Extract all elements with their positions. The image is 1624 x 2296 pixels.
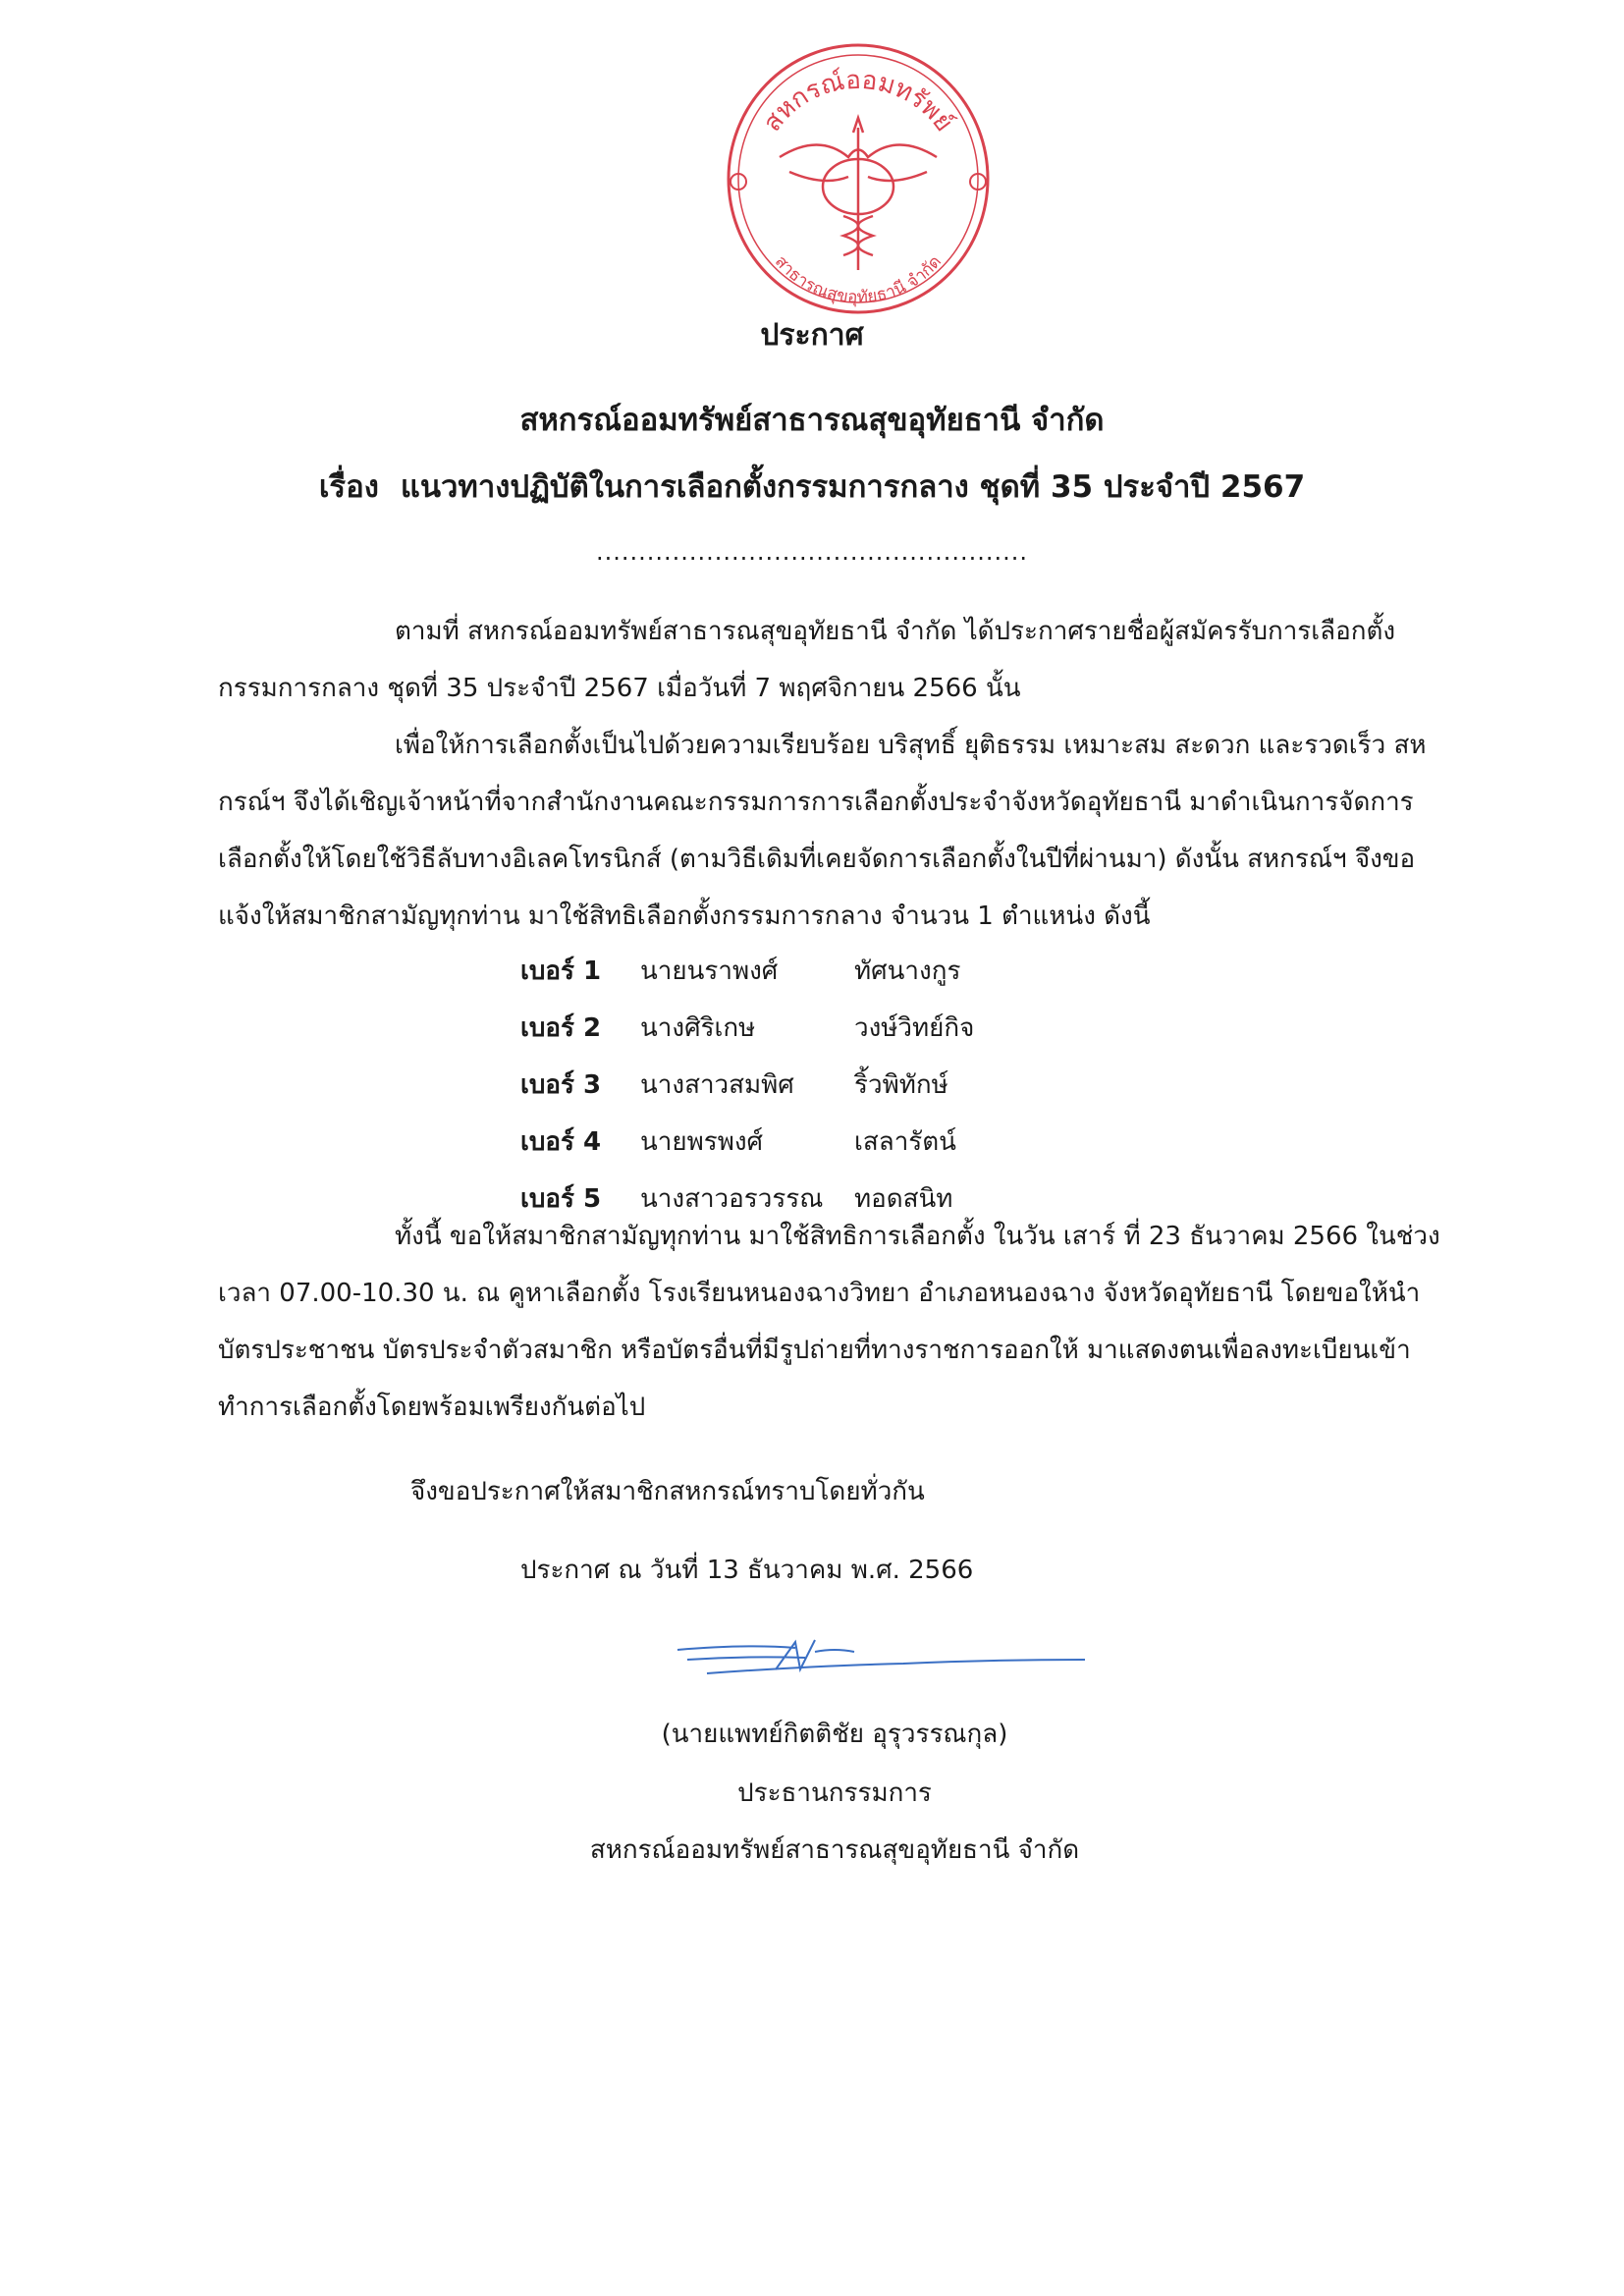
paragraph-closing: จึงขอประกาศให้สมาชิกสหกรณ์ทราบโดยทั่วกัน [410,1477,925,1506]
candidate-number: เบอร์ 3 [520,1070,602,1100]
subject-line [0,462,1624,511]
candidate-last-name: ทอดสนิท [854,1184,953,1214]
announcement-title: ประกาศ [760,318,864,353]
paragraph-voting-details [218,1208,1445,1436]
announcement-date: ประกาศ ณ วันที่ 13 ธันวาคม พ.ศ. 2566 [520,1556,974,1585]
svg-text:สหกรณ์ออมทรัพย์ [758,66,959,137]
signatory-name: (นายแพทย์กิตติชัย อุรุวรรณกุล) [661,1720,1008,1749]
candidate-first-name: นางศิริเกษ [640,1013,756,1043]
candidate-number: เบอร์ 5 [520,1184,602,1214]
candidate-first-name: นายพรพงศ์ [640,1127,764,1157]
subject-label: เรื่อง [318,469,379,505]
candidate-number: เบอร์ 4 [520,1127,602,1157]
paragraph-intro-text: ตามที่ สหกรณ์ออมทรัพย์สาธารณสุขอุทัยธานี จำกัด ได้ประกาศรายชื่อผู้สมัครรับการเลือกตั้ง กรรมการกลาง ชุดที่ 35 ประจำปี 2567 เมื่อวันที่ 7 พฤศจิกายน 2566 นั้น [218,617,1396,703]
candidate-first-name: นายนราพงศ์ [640,957,779,986]
seal-text-bottom: สาธารณสุขอุทัยธานี จำกัด [770,251,947,308]
paragraph-purpose [218,717,1445,945]
signatory-position: ประธานกรรมการ [737,1778,932,1808]
candidate-list [520,943,1070,1228]
seal-text-top: สหกรณ์ออมทรัพย์ [757,65,959,137]
organization-name: สหกรณ์ออมทรัพย์สาธารณสุขอุทัยธานี จำกัด [519,403,1105,438]
candidate-row [520,943,1070,1000]
candidate-row [520,1057,1070,1114]
candidate-last-name: วงษ์วิทย์กิจ [854,1013,975,1043]
candidate-last-name: เสลารัตน์ [854,1127,956,1157]
paragraph-voting-details-text: ทั้งนี้ ขอให้สมาชิกสามัญทุกท่าน มาใช้สิทธิการเลือกตั้ง ในวัน เสาร์ ที่ 23 ธันวาคม 2566 ในช่วงเวลา 07.00-10.30 น. ณ คูหาเลือกตั้ง โรงเรียนหนองฉางวิทยา อำเภอหนองฉาง จังหวัดอุทัยธานี โดยขอให้นำบัตรประชาชน บัตรประจำตัวสมาชิก หรือบัตรอื่นที่มีรูปถ่ายที่ทางราชการออกให้ มาแสดงตนเพื่อลงทะเบียนเข้าทำการเลือกตั้งโดยพร้อมเพรียงกันต่อไป [218,1222,1440,1422]
paragraph-intro [218,603,1445,717]
signatory-organization: สหกรณ์ออมทรัพย์สาธารณสุขอุทัยธานี จำกัด [589,1835,1080,1865]
candidate-number: เบอร์ 2 [520,1013,602,1043]
subject-text: แนวทางปฏิบัติในการเลือกตั้งกรรมการกลาง ชุดที่ 35 ประจำปี 2567 [400,469,1306,505]
cooperative-seal [721,39,996,319]
candidate-first-name: นางสาวสมพิศ [640,1070,794,1100]
candidate-number: เบอร์ 1 [520,957,602,986]
paragraph-purpose-text: เพื่อให้การเลือกตั้งเป็นไปด้วยความเรียบร้อย บริสุทธิ์ ยุติธรรม เหมาะสม สะดวก และรวดเร็ว สหกรณ์ฯ จึงได้เชิญเจ้าหน้าที่จากสำนักงานคณะกรรมการการเลือกตั้งประจำจังหวัดอุทัยธานี มาดำเนินการจัดการเลือกตั้งให้โดยใช้วิธีลับทางอิเลคโทรนิกส์ (ตามวิธีเดิมที่เคยจัดการเลือกตั้งในปีที่ผ่านมา) ดังนั้น สหกรณ์ฯ จึงขอแจ้งให้สมาชิกสามัญทุกท่าน มาใช้สิทธิเลือกตั้งกรรมการกลาง จำนวน 1 ตำแหน่ง ดังนี้ [218,731,1427,931]
candidate-row [520,1000,1070,1057]
candidate-last-name: ริ้วพิทักษ์ [854,1070,948,1100]
candidate-last-name: ทัศนางกูร [854,957,961,986]
dotted-divider: ................................................... [595,538,1029,566]
garuda-emblem-icon [780,118,937,270]
handwritten-signature [668,1630,1090,1689]
candidate-first-name: นางสาวอรวรรณ [640,1184,824,1214]
candidate-row [520,1114,1070,1171]
